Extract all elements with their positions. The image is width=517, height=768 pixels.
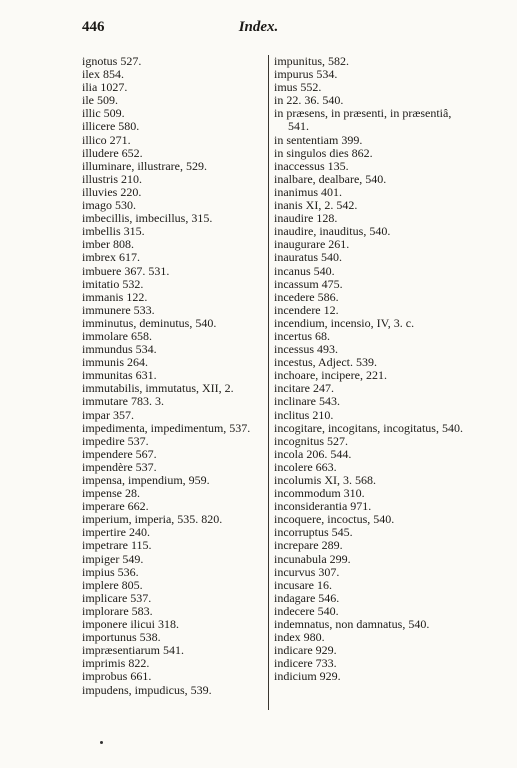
index-entry: incurvus 307. (274, 564, 340, 579)
index-entry: impendère 537. (82, 459, 157, 474)
index-entry: imponere ilicui 318. (82, 617, 179, 632)
index-entry: ilex 854. (82, 67, 124, 82)
index-entry: imminutus, deminutus, 540. (82, 315, 217, 330)
index-entry: incogitare, incogitans, incogitatus, 540. (274, 420, 463, 435)
running-head-title: Index. (238, 19, 279, 35)
index-entry: impense 28. (82, 486, 140, 501)
index-entry: incendium, incensio, IV, 3. c. (274, 315, 415, 330)
column-divider (268, 55, 269, 710)
index-entry: index 980. (274, 630, 325, 645)
index-entry: impiger 549. (82, 551, 144, 566)
index-entry: illudere 652. (82, 145, 143, 160)
index-entry: inanis XI, 2. 542. (274, 198, 358, 213)
index-entry: impensa, impendium, 959. (82, 473, 210, 487)
index-entry: increpare 289. (274, 538, 343, 553)
index-entry: immolare 658. (82, 328, 152, 343)
index-entry: impræsentiarum 541. (82, 643, 184, 658)
index-entry: impar 357. (82, 407, 134, 422)
index-entry: impedire 537. (82, 433, 149, 448)
index-entry: implicare 537. (82, 590, 152, 605)
index-entry: immunis 264. (82, 355, 149, 370)
index-entry: indecere 540. (274, 603, 339, 618)
index-entry: imbuere 367. 531. (82, 263, 170, 278)
index-entry: inaccessus 135. (274, 158, 349, 173)
page-number: 446 (82, 19, 105, 35)
index-entry: indemnatus, non damnatus, 540. (274, 617, 430, 632)
index-entry: inchoare, incipere, 221. (274, 368, 387, 383)
index-entry: incolere 663. (274, 459, 337, 474)
index-entry: indicare 929. (274, 643, 337, 658)
index-entry: incommodum 310. (274, 486, 365, 501)
index-entry: incanus 540. (274, 263, 335, 278)
index-entry: imitatio 532. (82, 276, 144, 291)
index-entry: incunabula 299. (274, 551, 351, 566)
index-entry: inanimus 401. (274, 184, 342, 199)
index-entry: immutabilis, immutatus, XII, 2. (82, 381, 234, 396)
index-entry: incedere 586. (274, 289, 339, 304)
index-entry: illustris 210. (82, 171, 143, 186)
index-entry: indicium 929. (274, 669, 341, 684)
index-entry: incitare 247. (274, 381, 334, 396)
index-entry: imperare 662. (82, 499, 149, 514)
index-entry: incestus, Adject. 539. (274, 355, 377, 370)
index-entry: immundus 534. (82, 342, 157, 357)
index-entry: indagare 546. (274, 590, 340, 605)
stray-dot (100, 741, 103, 744)
index-entry: improbus 661. (82, 669, 152, 684)
index-entry: in singulos dies 862. (274, 145, 373, 160)
index-column-right (274, 55, 474, 684)
index-entry: inalbare, dealbare, 540. (274, 171, 387, 186)
index-entry: illuminare, illustrare, 529. (82, 158, 207, 173)
index-entry: incola 206. 544. (274, 446, 352, 461)
index-entry: inclinare 543. (274, 394, 340, 409)
index-entry: imbecillis, imbecillus, 315. (82, 211, 213, 226)
index-entry: ignotus 527. (82, 54, 142, 68)
index-entry: incorruptus 545. (274, 525, 353, 540)
index-entry: immunere 533. (82, 302, 155, 317)
index-entry: incolumis XI, 3. 568. (274, 473, 376, 487)
index-entry: inaugurare 261. (274, 237, 350, 252)
index-entry: imbrex 617. (82, 250, 140, 265)
index-entry: imago 530. (82, 198, 136, 213)
index-entry: impius 536. (82, 564, 139, 579)
index-entry: immanis 122. (82, 289, 148, 304)
index-entry: incassum 475. (274, 276, 343, 291)
index-entry: inaudire 128. (274, 211, 338, 226)
index-entry: implorare 583. (82, 603, 153, 618)
index-entry: implere 805. (82, 577, 143, 592)
index-entry: in sententiam 399. (274, 132, 363, 147)
index-entry: impudens, impudicus, 539. (82, 682, 212, 697)
index-entry: illuvies 220. (82, 184, 142, 199)
index-entry: inauratus 540. (274, 250, 342, 265)
index-entry: illic 509. (82, 106, 125, 121)
index-entry: inaudire, inauditus, 540. (274, 224, 391, 239)
index-entry: imprimis 822. (82, 656, 150, 671)
index-column-left (82, 55, 277, 697)
index-entry: incognitus 527. (274, 433, 348, 448)
index-entry: importunus 538. (82, 630, 161, 645)
index-entry: immunitas 631. (82, 368, 157, 383)
index-entry: ile 509. (82, 93, 118, 108)
index-entry: incertus 68. (274, 328, 330, 343)
index-entry: impendere 567. (82, 446, 157, 461)
index-entry: impurus 534. (274, 67, 338, 82)
index-entry: immutare 783. 3. (82, 394, 164, 409)
index-entry: in 22. 36. 540. (274, 93, 344, 108)
index-entry: incessus 493. (274, 342, 338, 357)
index-entry: imber 808. (82, 237, 134, 252)
index-entry: impunitus, 582. (274, 54, 350, 68)
index-entry: impertire 240. (82, 525, 150, 540)
index-entry: impetrare 115. (82, 538, 152, 553)
index-entry: ilia 1027. (82, 80, 128, 95)
index-entry: incendere 12. (274, 302, 339, 317)
index-entry: in præsens, in præsenti, in præsentiâ, 541. (274, 106, 452, 134)
index-entry: indicere 733. (274, 656, 337, 671)
index-entry: illicere 580. (82, 119, 140, 134)
index-entry: imus 552. (274, 80, 322, 95)
index-entry: illico 271. (82, 132, 131, 147)
index-entry: imbellis 315. (82, 224, 145, 239)
index-entry: inconsiderantia 971. (274, 499, 372, 514)
index-entry: incusare 16. (274, 577, 332, 592)
index-entry: inclitus 210. (274, 407, 334, 422)
index-entry: imperium, imperia, 535. 820. (82, 512, 223, 527)
index-entry: incoquere, incoctus, 540. (274, 512, 395, 527)
index-entry: impedimenta, impedimentum, 537. (82, 420, 251, 435)
